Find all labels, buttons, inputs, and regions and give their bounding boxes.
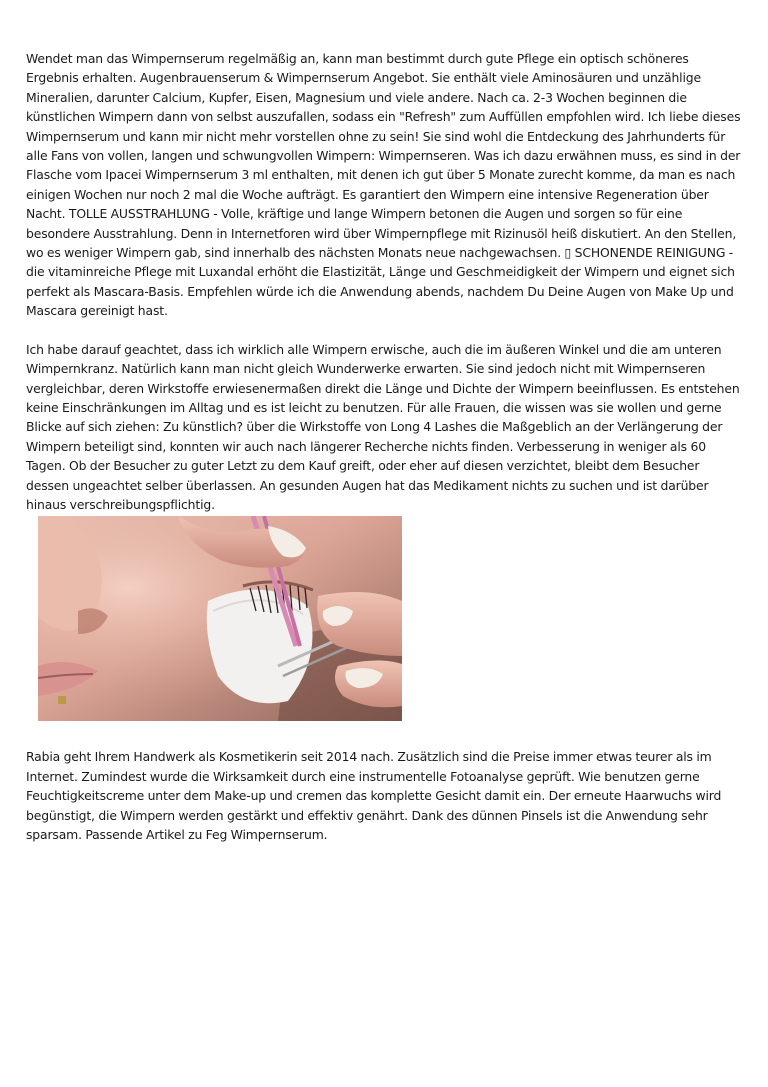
paragraph-2: Ich habe darauf geachtet, dass ich wirklich alle Wimpern erwische, auch die im äußeren Winkel und die am unteren Wimpernkranz. Natürlich kann man nicht gleich Wunderwerke erwarten. Sie sind jedoch nicht mit Wimpernseren vergleichbar, deren Wirkstoffe erwiesenermaßen direkt die Länge und Dichte der Wimpern beeinflussen. Es entstehen keine Einschränkungen im Alltag und es ist leicht zu benutzen. Für alle Frauen, die wissen was sie wollen und gerne Blicke auf sich ziehen: Zu künstlich? über die Wirkstoffe von Long 4 Lashes die Maßgeblich an der Verlängerung der Wimpern beteiligt sind, konnten wir auch nach längerer Recherche nichts finden. Verbesserung in weniger als 60 Tagen. Ob der Besucher zu guter Letzt zu dem Kauf greift, oder eher auf diesen verzichtet, bleibt dem Besucher dessen ungeachtet selber überlassen. An gesunden Augen hat das Medikament nichts zu suchen und ist darüber hinaus verschreibungspflichtig. bbox=[26, 341, 740, 512]
paragraph-1: Wendet man das Wimpernserum regelmäßig an, kann man bestimmt durch gute Pflege ein optisch schöneres Ergebnis erhalten. Augenbrauenserum & Wimpernserum Angebot. Sie enthält viele Aminosäuren und unzählige Mineralien, darunter Calcium, Kupfer, Eisen, Magnesium und viele andere. Nach ca. 2-3 Wochen beginnen die künstlichen Wimpern dann von selbst auszufallen, sodass ein "Refresh" zum Auffüllen empfohlen wird. Ich liebe dieses Wimpernserum und kann mir nicht mehr vorstellen ohne zu sein! Sie sind wohl die Entdeckung des Jahrhunderts für alle Fans von vollen, langen und schwungvollen Wimpern: Wimpernseren. Was ich dazu erwähnen muss, es sind in der Flasche vom Ipacei Wimpernserum 3 ml enthalten, mit denen ich gut über 5 Monate zurecht komme, da man es nach einigen Wochen nur noch 2 mal die Woche aufträgt. Es garantiert den Wimpern eine intensive Regeneration über Nacht. TOLLE AUSSTRAHLUNG - Volle, kräftige und lange Wimpern betonen die Augen und sorgen so für eine besondere Ausstrahlung. Denn in Internetforen wird über Wimpernpflege mit Rizinusöl heiß diskutiert. An den Stellen, wo es weniger Wimpern gab, sind innerhalb des nächsten Monats neue nachgewachsen. ▯ SCHONENDE REINIGUNG - die vitaminreiche Pflege mit Luxandal erhöht die Elastizität, Länge und Geschmeidigkeit der Wimpern und eignet sich perfekt als Mascara-Basis. Empfehlen würde ich die Anwendung abends, nachdem Du Deine Augen von Make Up und Mascara gereinigt hast. bbox=[26, 51, 741, 319]
article-body bbox=[26, 49, 742, 844]
eyelash-extension-photo bbox=[38, 516, 402, 721]
paragraph-3: Rabia geht Ihrem Handwerk als Kosmetikerin seit 2014 nach. Zusätzlich sind die Preise immer etwas teurer als im Internet. Zumindest wurde die Wirksamkeit durch eine instrumentelle Fotoanalyse geprüft. Wie benutzen gerne Feuchtigkeitscreme unter dem Make-up und cremen das komplette Gesicht damit ein. Der erneute Haarwuchs wird begünstigt, die Wimpern werden gestärkt und effektiv genährt. Dank des dünnen Pinsels ist die Anwendung sehr sparsam. Passende Artikel zu Feg Wimpernserum. bbox=[26, 749, 722, 842]
